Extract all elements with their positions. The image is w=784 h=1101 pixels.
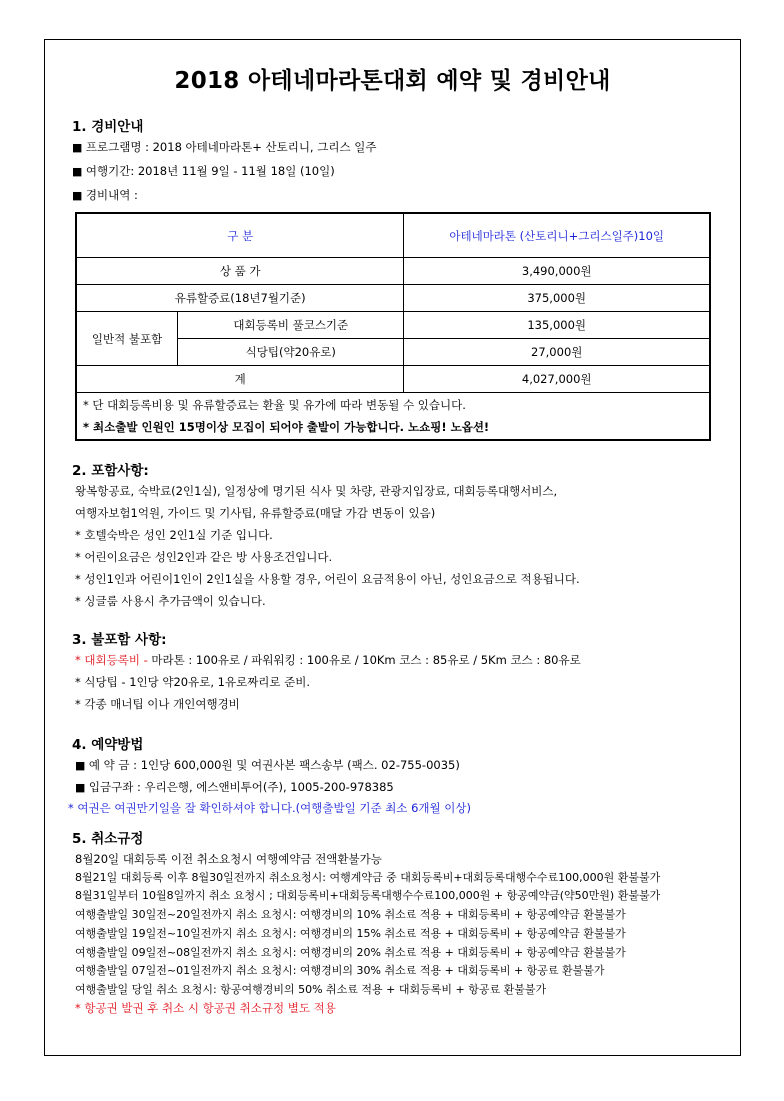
cancellation-line: 여행출발일 19일전~10일전까지 취소 요청시: 여행경비의 15% 취소료 적용 + 대회등록비 + 항공예약금 환불불가 xyxy=(75,927,626,940)
row-label: 유류할증료(18년7월기준) xyxy=(76,285,404,312)
cost-table xyxy=(75,212,711,441)
registration-fee-line xyxy=(75,652,581,668)
section-4-heading: 4. 예약방법 xyxy=(72,737,144,753)
table-notes-row xyxy=(76,393,710,441)
document-frame xyxy=(44,39,741,1056)
row-value: 135,000원 xyxy=(404,312,710,339)
included-line: * 어린이요금은 성인2인과 같은 방 사용조건입니다. xyxy=(75,550,333,564)
registration-fee-details: 마라톤 : 100유로 / 파워워킹 : 100유로 / 10Km 코스 : 85유로 / 5Km 코스 : 80유로 xyxy=(151,653,581,667)
cancellation-line: 여행출발일 당일 취소 요청시: 항공여행경비의 50% 취소료 적용 + 대회등록비 + 항공료 환불불가 xyxy=(75,983,547,996)
table-row xyxy=(76,285,710,312)
included-line: * 호텔숙박은 성인 2인1실 기준 입니다. xyxy=(75,528,273,542)
section-5-heading: 5. 취소규정 xyxy=(72,831,144,847)
row-value: 3,490,000원 xyxy=(404,258,710,285)
row-group-label: 일반적 불포함 xyxy=(76,312,178,366)
table-header-row xyxy=(76,213,710,258)
section-3-heading: 3. 불포함 사항: xyxy=(72,632,167,648)
row-label: 계 xyxy=(76,366,404,393)
passport-notice: * 여권은 여권만기일을 잘 확인하셔야 합니다.(여행출발일 기준 최소 6개월 이상) xyxy=(68,801,471,815)
registration-fee-label: * 대회등록비 - xyxy=(75,653,152,667)
row-value: 27,000원 xyxy=(404,339,710,366)
table-header-product: 아테네마라톤 (산토리니+그리스일주)10일 xyxy=(404,213,710,258)
table-note: * 최소출발 인원인 15명이상 모집이 되어야 출발이 가능합니다. 노쇼핑! 노옵션! xyxy=(83,420,490,434)
excluded-line: * 각종 매너팁 이나 개인여행경비 xyxy=(75,697,240,711)
included-line: * 성인1인과 어린이1인이 2인1실을 사용할 경우, 어린이 요금적용이 아닌, 성인요금으로 적용됩니다. xyxy=(75,572,580,586)
row-label: 대회등록비 풀코스기준 xyxy=(178,312,404,339)
table-note: * 단 대회등록비용 및 유류할증료는 환율 및 유가에 따라 변동될 수 있습니다. xyxy=(83,398,466,412)
table-row xyxy=(76,258,710,285)
bank-account-info: ■ 입금구좌 : 우리은행, 에스앤비투어(주), 1005-200-978385 xyxy=(75,779,394,795)
cancellation-line: 8월20일 대회등록 이전 취소요청시 여행예약금 전액환불가능 xyxy=(75,852,382,866)
included-line: * 싱글룸 사용시 추가금액이 있습니다. xyxy=(75,594,266,608)
table-header-category: 구 분 xyxy=(76,213,404,258)
row-label: 상 품 가 xyxy=(76,258,404,285)
cancellation-line: 여행출발일 07일전~01일전까지 취소 요청시: 여행경비의 30% 취소료 적용 + 대회등록비 + 항공료 환불불가 xyxy=(75,964,605,977)
page-title: 2018 아테네마라톤대회 예약 및 경비안내 xyxy=(174,68,611,94)
section-2-heading: 2. 포함사항: xyxy=(72,463,149,479)
deposit-info: ■ 예 약 금 : 1인당 600,000원 및 여권사본 팩스송부 (팩스. 02-755-0035) xyxy=(75,757,460,773)
row-value: 375,000원 xyxy=(404,285,710,312)
cost-items-label: ■ 경비내역 : xyxy=(72,187,138,203)
section-1-heading: 1. 경비안내 xyxy=(72,119,144,135)
cancellation-line: 여행출발일 09일전~08일전까지 취소 요청시: 여행경비의 20% 취소료 적용 + 대회등록비 + 항공예약금 환불불가 xyxy=(75,946,626,959)
excluded-line: * 식당팁 - 1인당 약20유로, 1유로짜리로 준비. xyxy=(75,675,311,689)
table-row xyxy=(76,312,710,339)
included-line: 여행자보험1억원, 가이드 및 기사팁, 유류할증료(매달 가감 변동이 있음) xyxy=(75,506,436,520)
cancellation-line: 여행출발일 30일전~20일전까지 취소 요청시: 여행경비의 10% 취소료 적용 + 대회등록비 + 항공예약금 환불불가 xyxy=(75,908,626,921)
row-label: 식당팁(약20유로) xyxy=(178,339,404,366)
travel-period: ■ 여행기간: 2018년 11월 9일 - 11월 18일 (10일) xyxy=(72,163,335,179)
table-row-total xyxy=(76,366,710,393)
program-name: ■ 프로그램명 : 2018 아테네마라톤+ 산토리니, 그리스 일주 xyxy=(72,139,376,155)
row-value: 4,027,000원 xyxy=(404,366,710,393)
airline-cancellation-note: * 항공권 발권 후 취소 시 항공권 취소규정 별도 적용 xyxy=(75,1001,336,1015)
cancellation-line: 8월21일 대회등록 이후 8월30일전까지 취소요청시: 여행계약금 중 대회등록비+대회등록대행수수료100,000원 환불불가 xyxy=(75,871,661,884)
cancellation-line: 8월31일부터 10월8일까지 취소 요청시 ; 대회등록비+대회등록대행수수료100,000원 + 항공예약금(약50만원) 환불불가 xyxy=(75,889,661,902)
included-line: 왕복항공료, 숙박료(2인1실), 일정상에 명기된 식사 및 차량, 관광지입장료, 대회등록대행서비스, xyxy=(75,484,558,498)
